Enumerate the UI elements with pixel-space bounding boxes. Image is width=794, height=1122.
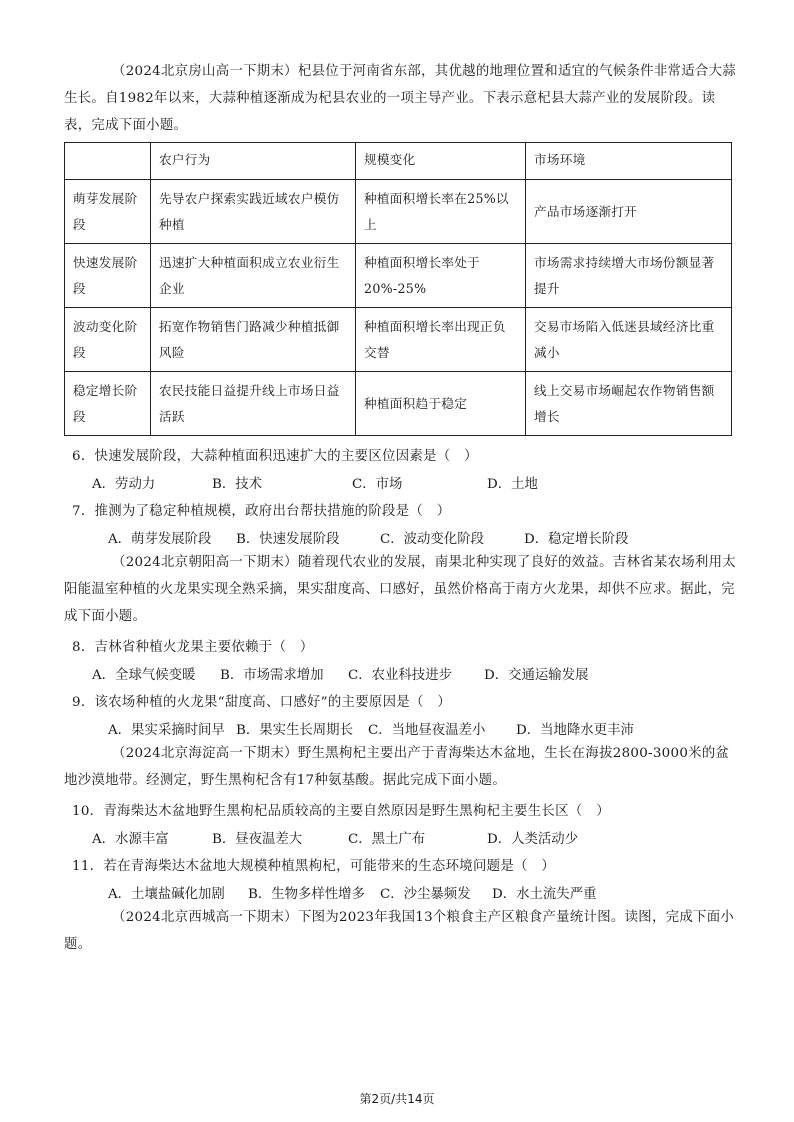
table-cell: 线上交易市场崛起农作物销售额增长: [526, 372, 732, 436]
option-d[interactable]: D．土地: [487, 477, 538, 492]
table-cell: 种植面积增长率在25%以上: [356, 180, 526, 244]
option-b[interactable]: B．技术: [212, 477, 263, 492]
question-7-stem: 7．推测为了稳定种植规模，政府出台帮扶措施的阶段是（ ）: [72, 504, 451, 519]
table-cell: 交易市场陷入低迷县域经济比重减小: [526, 308, 732, 372]
option-d[interactable]: D．稳定增长阶段: [524, 532, 629, 547]
table-cell: 种植面积增长率处于20%-25%: [356, 244, 526, 308]
table-header-cell: 农户行为: [151, 143, 356, 180]
table-cell: 波动变化阶段: [65, 308, 151, 372]
table-cell: 市场需求持续增大市场份额显著提升: [526, 244, 732, 308]
question-8-stem: 8．吉林省种植火龙果主要依赖于（ ）: [72, 640, 314, 655]
option-b[interactable]: B．昼夜温差大: [212, 832, 303, 847]
table-cell: 种植面积增长率出现正负交替: [356, 308, 526, 372]
option-c[interactable]: C．当地昼夜温差小: [368, 723, 486, 738]
option-a[interactable]: A．土壤盐碱化加剧: [108, 887, 225, 902]
page-number: 第2页/共14页: [359, 1092, 435, 1106]
option-d[interactable]: D．水土流失严重: [492, 887, 597, 902]
table-cell: 迅速扩大种植面积成立农业衍生企业: [151, 244, 356, 308]
option-a[interactable]: A．果实采摘时间早: [108, 723, 225, 738]
question-6-stem: 6．快速发展阶段，大蒜种植面积迅速扩大的主要区位因素是（ ）: [72, 449, 478, 464]
option-d[interactable]: D．当地降水更丰沛: [516, 723, 634, 738]
question-9-stem: 9．该农场种植的火龙果“甜度高、口感好”的主要原因是（ ）: [72, 695, 452, 710]
passage-grain: （2024北京西城高一下期末）下图为2023年我国13个粮食主产区粮食产量统计图。读图，完成下面小题。: [64, 910, 735, 952]
option-c[interactable]: C．沙尘暴频发: [380, 887, 471, 902]
question-11-stem: 11．若在青海柴达木盆地大规模种植黑枸杞，可能带来的生态环境问题是（ ）: [72, 859, 556, 874]
garlic-stage-table: [64, 142, 732, 436]
table-header-row: [65, 143, 732, 180]
table-cell: 快速发展阶段: [65, 244, 151, 308]
table-cell: 先导农户探索实践近域农户模仿种植: [151, 180, 356, 244]
option-d[interactable]: D．人类活动少: [487, 832, 579, 847]
option-c[interactable]: C．黑土广布: [348, 832, 426, 847]
option-a[interactable]: A．萌芽发展阶段: [108, 532, 212, 547]
option-b[interactable]: B．果实生长周期长: [236, 723, 353, 738]
option-b[interactable]: B．快速发展阶段: [236, 532, 340, 547]
table-cell: 农民技能日益提升线上市场日益活跃: [151, 372, 356, 436]
option-b[interactable]: B．生物多样性增多: [248, 887, 365, 902]
table-header-cell: [65, 143, 151, 180]
table-cell: 种植面积趋于稳定: [356, 372, 526, 436]
table-row: [65, 244, 732, 308]
passage-goji: （2024北京海淀高一下期末）野生黑枸杞主要出产于青海柴达木盆地，生长在海拔2800-3000米的盆地沙漠地带。经测定，野生黑枸杞含有17种氨基酸。据此完成下面小题。: [64, 746, 730, 788]
table-cell: 萌芽发展阶段: [65, 180, 151, 244]
passage-dragonfruit: （2024北京朝阳高一下期末）随着现代农业的发展，南果北种实现了良好的效益。吉林省某农场利用太阳能温室种植的火龙果实现全熟采摘，果实甜度高、口感好，虽然价格高于南方火龙果，却供不应求。据此，完成下面小题。: [64, 555, 736, 624]
passage-garlic: （2024北京房山高一下期末）杞县位于河南省东部，其优越的地理位置和适宜的气候条件非常适合大蒜生长。自1982年以来，大蒜种植逐渐成为杞县农业的一项主导产业。下表示意杞县大蒜产业的发展阶段。读表，完成下面小题。: [64, 64, 736, 133]
table-row: [65, 308, 732, 372]
option-c[interactable]: C．波动变化阶段: [380, 532, 484, 547]
table-cell: 拓宽作物销售门路减少种植抵御风险: [151, 308, 356, 372]
option-a[interactable]: A．劳动力: [92, 477, 156, 492]
option-c[interactable]: C．市场: [352, 477, 403, 492]
option-a[interactable]: A．水源丰富: [92, 832, 169, 847]
option-d[interactable]: D．交通运输发展: [484, 668, 589, 683]
table-header-cell: 规模变化: [356, 143, 526, 180]
table-cell: 稳定增长阶段: [65, 372, 151, 436]
table-header-cell: 市场环境: [526, 143, 732, 180]
table-row: [65, 180, 732, 244]
option-b[interactable]: B．市场需求增加: [220, 668, 324, 683]
question-10-stem: 10．青海柴达木盆地野生黑枸杞品质较高的主要自然原因是野生黑枸杞主要生长区（ ）: [72, 804, 610, 819]
option-c[interactable]: C．农业科技进步: [348, 668, 452, 683]
table-row: [65, 372, 732, 436]
table-cell: 产品市场逐渐打开: [526, 180, 732, 244]
option-a[interactable]: A．全球气候变暖: [92, 668, 196, 683]
